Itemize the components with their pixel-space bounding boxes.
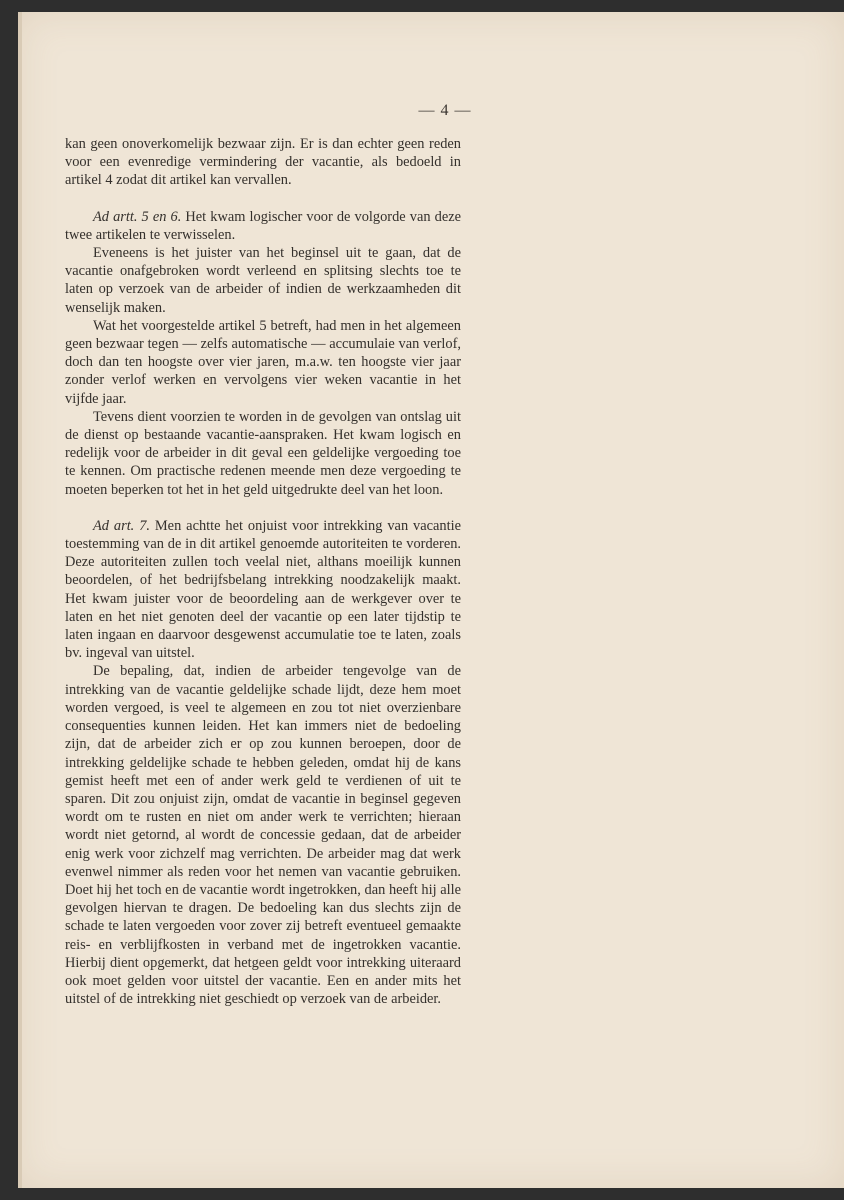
paragraph-5 (65, 408, 461, 499)
paragraph-4 (65, 317, 461, 408)
paragraph-6-text: Men achtte het onjuist voor intrekking van vacantie toestemming van de in dit artikel genoemde autoriteiten te vorderen. Deze autoriteiten zullen toch veelal niet, althans moeilijk kunnen beoordelen, of het bedrijfsbelang intrekking noodzakelijk maakt. Het kwam juister voor de beoordeling aan de werkgever over te laten en het niet genoten deel der vacantie op een later tijdstip te laten ingaan en daarvoor desgewenst accumulatie toe te laten, zoals bv. ingeval van uitstel. (65, 517, 461, 662)
paragraph-6 (65, 517, 461, 663)
body-text (65, 135, 461, 1008)
document-page (18, 12, 844, 1188)
section-heading-art-5-6: Ad artt. 5 en 6. (93, 208, 182, 225)
page-number: — 4 — (418, 102, 472, 119)
paragraph-3-text: Eveneens is het juister van het beginsel uit te gaan, dat de vacantie onafgebroken wordt verleend en splitsing slechts toe te laten op verzoek van de arbeider of indien de werkzaamheden dit wenselijk maken. (65, 245, 461, 316)
paragraph-2-text: Het kwam logischer voor de volgorde van deze twee artikelen te verwisselen. (65, 208, 461, 243)
paragraph-1-text: kan geen onoverkomelijk bezwaar zijn. Er is dan echter geen reden voor een evenredige vermindering der vacantie, als bedoeld in artikel 4 zodat dit artikel kan vervallen. (65, 136, 461, 189)
paragraph-1 (65, 135, 461, 190)
page-edge (18, 12, 22, 1188)
paragraph-5-text: Tevens dient voorzien te worden in de gevolgen van ontslag uit de dienst op bestaande vacantie-aanspraken. Het kwam logisch en redelijk voor de arbeider in dit geval een geldelijke vergoeding toe te kennen. Om practische redenen meende men deze vergoeding te moeten beperken tot het in het geld uitgedrukte deel van het loon. (65, 408, 461, 498)
paragraph-2 (65, 208, 461, 244)
paragraph-3 (65, 244, 461, 317)
section-heading-art-7: Ad art. 7. (93, 517, 150, 534)
paragraph-4-text: Wat het voorgestelde artikel 5 betreft, had men in het algemeen geen bezwaar tegen — zelfs automatische — accumulaie van verlof, doch dan ten hoogste over vier jaren, m.a.w. ten hoogste vier jaar zonder verlof werken en vervolgens vier weken vacantie in het vijfde jaar. (65, 317, 461, 407)
paragraph-7-text: De bepaling, dat, indien de arbeider tengevolge van de intrekking van de vacantie geldelijke schade lijdt, deze hem moet worden vergoed, is veel te algemeen en zou tot niet overzienbare consequenties kunnen leiden. Het kan immers niet de bedoeling zijn, dat de arbeider zich er op zou kunnen beroepen, door de intrekking geldelijke schade te hebben geleden, omdat hij de kans gemist heeft met een of ander werk geld te verdienen of uit te sparen. Dit zou onjuist zijn, omdat de vacantie in beginsel gegeven wordt om te rusten en niet om ander werk te verrichten; hieraan wordt niet getornd, al wordt de concessie gedaan, dat de arbeider enig werk voor zichzelf mag verrichten. De arbeider mag dat werk evenwel nimmer als reden voor het nemen van vacantie gebruiken. Doet hij het toch en de vacantie wordt ingetrokken, dan heeft hij alle gevolgen hiervan te dragen. De bedoeling kan dus slechts zijn de schade te laten vergoeden voor zover zij betreft eventueel gemaakte reis- en verblijfkosten in verband met de ingetrokken vacantie. Hierbij dient opgemerkt, dat hetgeen geldt voor intrekking uiteraard ook moet gelden voor uitstel der vacantie. Een en ander mits het uitstel of de intrekking niet geschiedt op verzoek van de arbeider. (65, 663, 461, 1008)
paragraph-7 (65, 662, 461, 1008)
